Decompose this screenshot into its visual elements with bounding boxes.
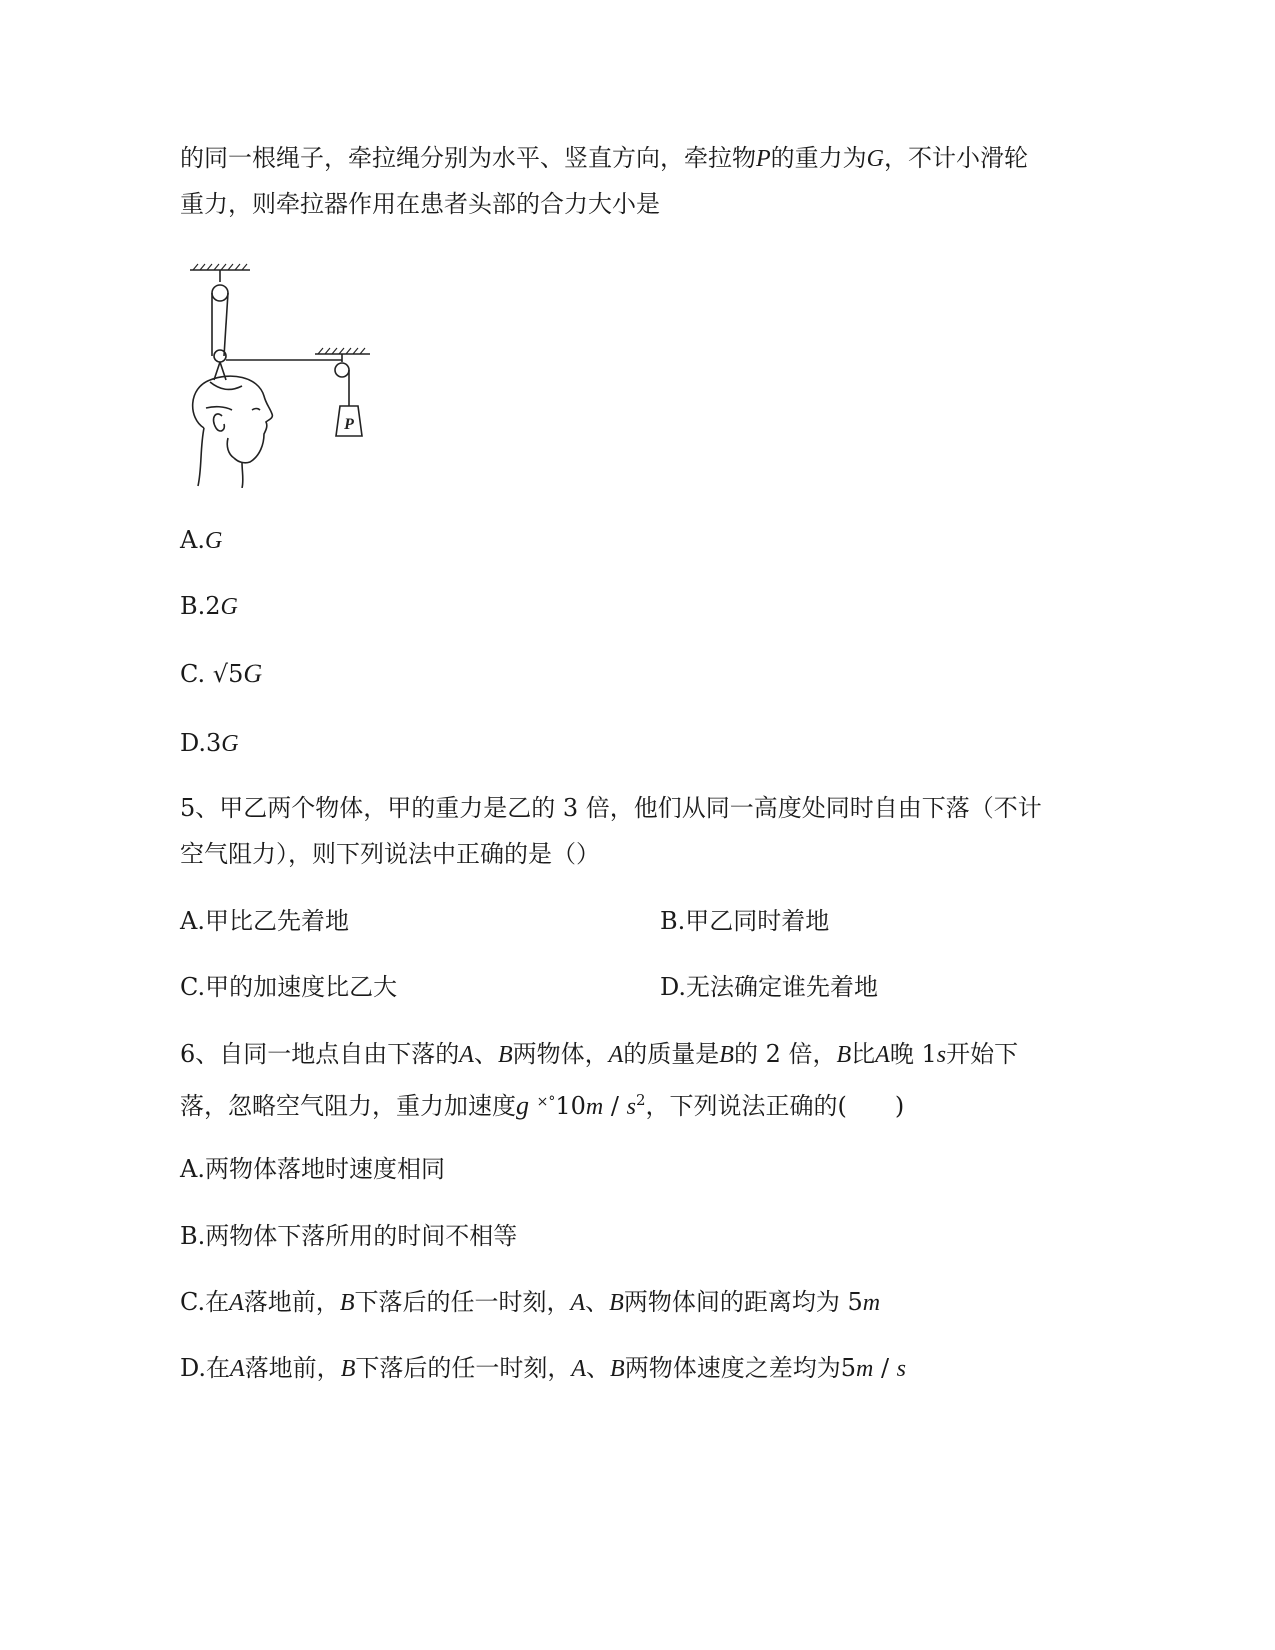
q5-option-a xyxy=(180,905,349,937)
value-5: 5 xyxy=(840,1354,856,1382)
weight-label: P xyxy=(344,416,354,433)
option-var: G xyxy=(204,528,223,554)
q6-text: 下落后的任一时刻， xyxy=(354,1288,571,1316)
q5-option-b xyxy=(660,905,829,937)
traction-figure xyxy=(180,258,380,494)
q6-text: 落地前， xyxy=(244,1354,341,1382)
unit-s: s xyxy=(626,1094,636,1120)
q6-text: 落地前， xyxy=(243,1288,340,1316)
unit-m: m xyxy=(862,1290,881,1316)
q6-option-b: B.两物体下落所用的时间不相等 xyxy=(180,1222,518,1250)
q4-option-c xyxy=(180,658,262,690)
var-b: B xyxy=(497,1042,513,1068)
q6-text: 比 xyxy=(851,1040,876,1068)
var-b: B xyxy=(719,1042,734,1068)
var-a: A xyxy=(229,1290,244,1316)
unit-slash: / xyxy=(603,1092,627,1120)
var-g: G xyxy=(866,146,885,172)
var-b: B xyxy=(609,1290,624,1316)
q6-line1 xyxy=(180,1038,1018,1071)
var-p: P xyxy=(756,146,771,172)
unit-m: m xyxy=(855,1356,874,1382)
option-text: 无法确定谁先着地 xyxy=(686,973,879,1001)
q5-option-c xyxy=(180,971,397,1003)
q4-option-d xyxy=(180,727,239,760)
q6-text: 两物体， xyxy=(512,1040,609,1068)
option-label: B. xyxy=(660,907,686,935)
option-text: 甲比乙先着地 xyxy=(204,907,349,935)
q6-text: D.在 xyxy=(180,1354,231,1382)
var-a: A xyxy=(875,1042,890,1068)
var-b: B xyxy=(339,1290,355,1316)
option-label: C. xyxy=(180,660,206,688)
q4-text: ，不计小滑轮 xyxy=(884,144,1029,172)
var-g-accel: g xyxy=(516,1091,529,1120)
q4-text: 的同一根绳子，牵拉绳分别为水平、竖直方向，牵拉物 xyxy=(180,144,756,172)
q4-option-a xyxy=(180,524,222,557)
unit-m: m xyxy=(585,1094,604,1120)
q4-text: 的重力为 xyxy=(770,144,867,172)
q6-text: 晚 1 xyxy=(889,1040,937,1068)
q6-text: ，下列说法正确的( ) xyxy=(645,1092,905,1120)
q5-line1: 5、甲乙两个物体，甲的重力是乙的 3 倍，他们从同一高度处同时自由下落（不计 xyxy=(180,794,1042,822)
var-a: A xyxy=(570,1290,586,1316)
q6-option-a: A.两物体落地时速度相同 xyxy=(180,1155,445,1183)
option-coef: 3 xyxy=(206,729,222,757)
q6-option-d xyxy=(180,1352,906,1385)
option-coef: 2 xyxy=(205,592,221,620)
ear xyxy=(214,414,225,431)
var-a: A xyxy=(571,1356,587,1382)
option-var: G xyxy=(220,594,238,620)
var-b: B xyxy=(836,1042,852,1068)
option-label: A. xyxy=(180,907,205,935)
q6-text: 、 xyxy=(585,1288,610,1316)
option-label: C. xyxy=(180,973,206,1001)
q6-text: 的 2 倍， xyxy=(733,1040,837,1068)
q5-option-d xyxy=(660,971,878,1003)
q4-option-b xyxy=(180,590,238,623)
garbled-symbol: ×° xyxy=(536,1094,556,1110)
q6-text: 、 xyxy=(473,1040,498,1068)
var-b: B xyxy=(610,1356,625,1382)
q6-text: 开始下 xyxy=(946,1040,1019,1068)
q6-text: 、 xyxy=(586,1354,611,1382)
q6-text: C.在 xyxy=(180,1288,230,1316)
q6-text: 落，忽略空气阻力，重力加速度 xyxy=(180,1092,516,1120)
option-text: 甲乙同时着地 xyxy=(685,907,830,935)
option-label: D. xyxy=(180,729,207,757)
q6-option-c xyxy=(180,1286,880,1319)
var-a: A xyxy=(230,1356,245,1382)
var-b: B xyxy=(340,1356,356,1382)
var-a: A xyxy=(459,1042,474,1068)
q6-text: 的质量是 xyxy=(623,1040,720,1068)
unit-s: s xyxy=(936,1042,947,1068)
q6-text: 两物体间的距离均为 5 xyxy=(623,1288,863,1316)
q6-text: 6、自同一地点自由下落的 xyxy=(180,1040,460,1068)
option-var: G xyxy=(221,731,239,757)
side-pulley xyxy=(335,363,349,377)
q6-text: 两物体速度之差均为 xyxy=(624,1354,841,1382)
option-coef: √5 xyxy=(212,660,244,688)
q4-stem-line1 xyxy=(180,142,1028,175)
option-label: B. xyxy=(180,592,206,620)
traction-diagram xyxy=(180,258,380,488)
q5-line2: 空气阻力），则下列说法中正确的是（） xyxy=(180,840,600,868)
unit-slash: / xyxy=(873,1354,897,1382)
option-text: 甲的加速度比乙大 xyxy=(205,973,398,1001)
q4-stem-line2: 重力，则牵拉器作用在患者头部的合力大小是 xyxy=(180,190,660,218)
option-label: A. xyxy=(180,526,205,554)
g-value: 10 xyxy=(555,1092,586,1120)
unit-s: s xyxy=(896,1356,907,1382)
top-pulley xyxy=(212,285,228,301)
option-label: D. xyxy=(660,973,687,1001)
exponent: 2 xyxy=(635,1091,646,1109)
option-var: G xyxy=(243,659,263,688)
var-a: A xyxy=(608,1042,624,1068)
q6-text: 下落后的任一时刻， xyxy=(355,1354,572,1382)
q6-line2 xyxy=(180,1086,904,1123)
